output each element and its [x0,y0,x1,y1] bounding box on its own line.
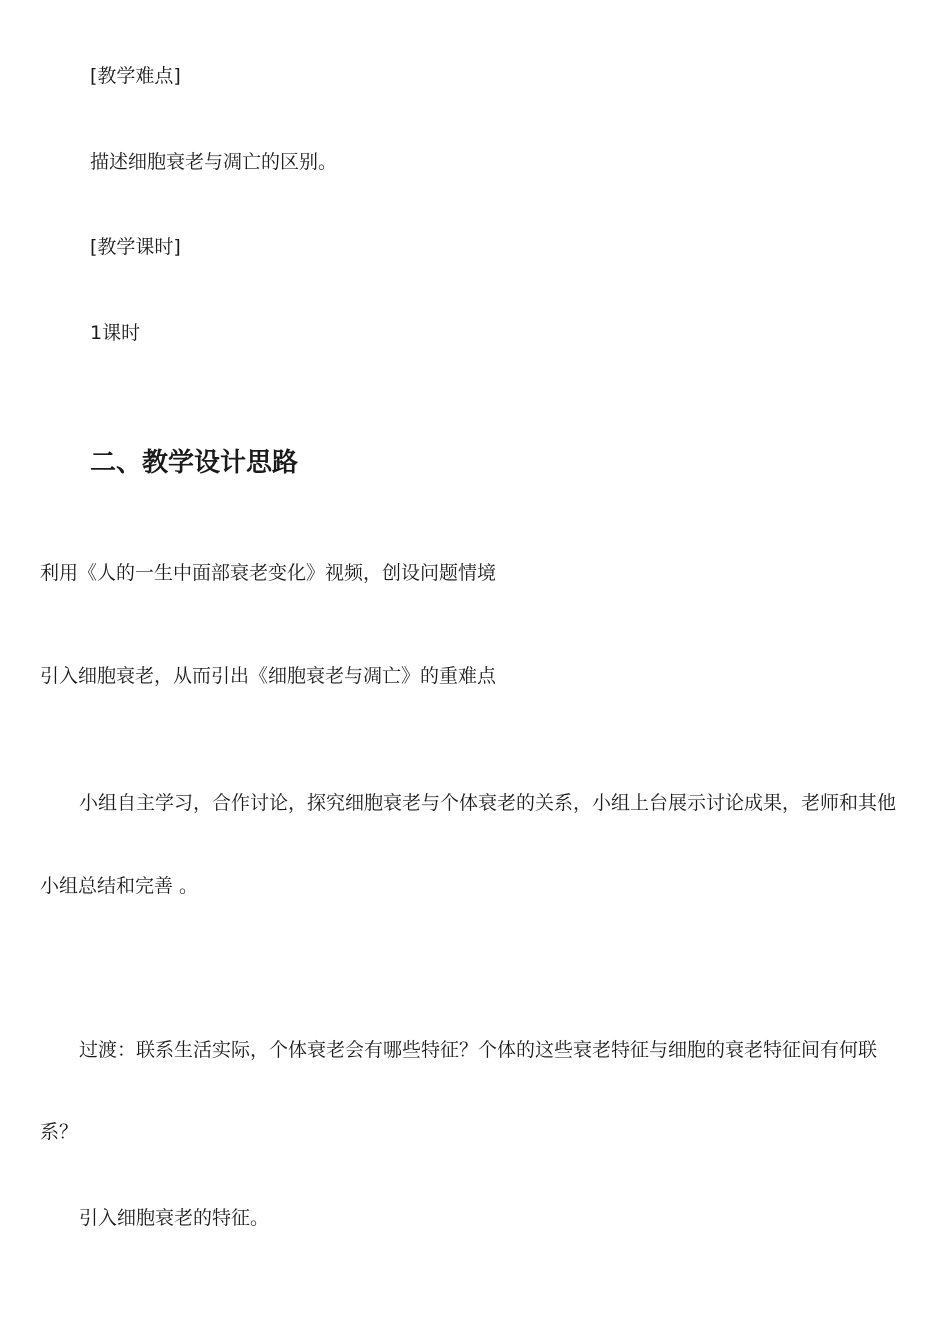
period-label: [教学课时] [90,236,181,258]
difficulty-text: 描述细胞衰老与凋亡的区别。 [90,151,338,173]
paragraph-introduce: 引入细胞衰老，从而引出《细胞衰老与凋亡》的重难点 [40,665,497,687]
difficulty-label: [教学难点] [90,65,181,87]
paragraph-transition-line2: 系？ [40,1121,79,1143]
paragraph-group-line2: 小组总结和完善 。 [40,875,199,897]
period-text: 1课时 [90,322,141,344]
paragraph-transition-line1: 过渡：联系生活实际，个体衰老会有哪些特征？个体的这些衰老特征与细胞的衰老特征间有何联 [79,1039,878,1061]
paragraph-group-line1: 小组自主学习，合作讨论，探究细胞衰老与个体衰老的关系，小组上台展示讨论成果，老师和其他 [79,792,897,814]
paragraph-video: 利用《人的一生中面部衰老变化》视频，创设问题情境 [40,562,497,584]
paragraph-features: 引入细胞衰老的特征。 [79,1207,270,1229]
section-title: 二、教学设计思路 [90,448,299,478]
